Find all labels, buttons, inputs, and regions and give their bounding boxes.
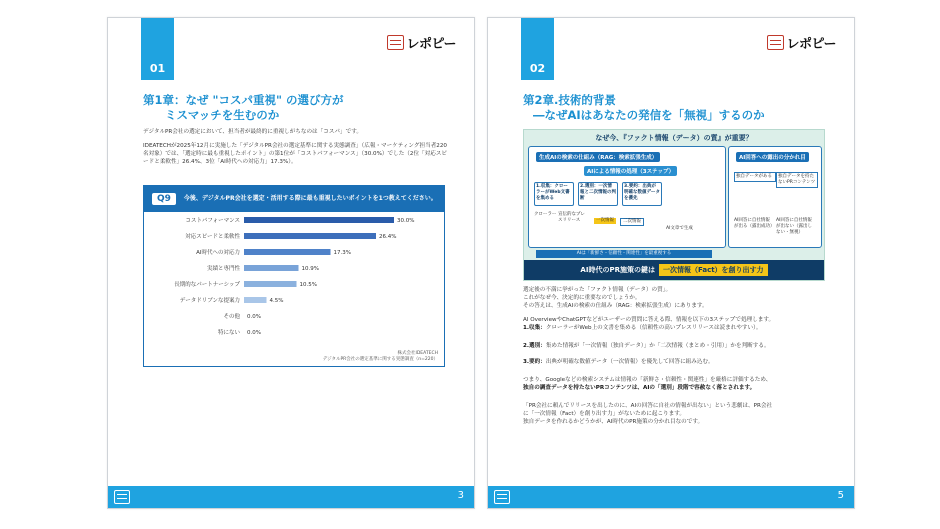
body-emphasis: 独自の調査データを持たないPRコンテンツは、AIの「選別」段階で容赦なく落とされます。: [523, 385, 756, 391]
question-text: 今後、デジタルPR会社を選定・活用する際に最も重視したいポイントを1つ教えてください。: [183, 195, 437, 202]
body-line: 選定後の不満に挙がった「ファクト情報（データ）の質」。: [523, 287, 672, 293]
survey-source: [323, 351, 438, 363]
brand-logo: [387, 33, 456, 52]
page-footer: [488, 486, 854, 508]
body-line: これがなぜ今、決定的に重要なのでしょうか。: [523, 295, 641, 301]
no-data-label: 独自データを持たないPRコンテンツ: [776, 172, 818, 188]
source-company: 株式会社IDEATECH: [397, 351, 438, 356]
category-label: AI時代への対応力: [196, 250, 240, 256]
logo-icon: [387, 35, 404, 50]
step-text: 集めた情報が「一次情報（独自データ）」か「二次情報（まとめ・引用）」かを判断する。: [545, 343, 770, 349]
value-label: 0.0%: [247, 330, 261, 336]
logo-text: レポピー: [406, 37, 456, 52]
ai-sentence-label: AI文章で生成: [666, 226, 693, 231]
press-label: 宣伝的なプレスリリース: [558, 212, 585, 223]
document-page-5: [487, 17, 855, 509]
page-number: 3: [457, 490, 464, 501]
body-paragraph-4: [523, 358, 832, 366]
secondary-info-label: 二次情報: [620, 218, 644, 226]
body-paragraph-2: [523, 316, 832, 332]
body-paragraph-5: [523, 376, 832, 392]
banner-highlight: 一次情報（Fact）を創り出す力: [659, 264, 768, 276]
cited-label: AI回答に自社情報が出る（露出成功）: [734, 218, 775, 229]
logo-icon: [767, 35, 784, 50]
bar: [244, 265, 299, 271]
body-line: AI OverviewやChatGPTなどがユーザーの質問に答える際、情報を以下の3ステップで処理します。: [523, 317, 775, 323]
value-label: 10.9%: [301, 266, 319, 272]
category-label: 特にない: [217, 330, 240, 336]
section-number: 01: [149, 62, 166, 75]
step-collect: 1.収集：クローラーがWeb文書を集める: [534, 182, 574, 206]
bar: [244, 249, 331, 255]
rag-infographic: [523, 129, 825, 281]
body-paragraph-6: [523, 402, 832, 426]
body-paragraph-3: [523, 342, 832, 350]
survey-bar-chart: [144, 212, 444, 342]
primary-info-label: 一次情報: [596, 218, 614, 223]
step-label: 3.要約：: [523, 359, 546, 365]
category-label: その他: [223, 314, 240, 320]
chapter-title-line2: ―なぜAIはあなたの発信を「無視」するのか: [533, 108, 765, 122]
value-label: 26.4%: [379, 234, 397, 240]
infographic-banner: [524, 260, 824, 280]
chapter-title: [143, 93, 344, 123]
step-label: 2.選別：: [523, 343, 546, 349]
value-label: 0.0%: [247, 314, 261, 320]
chapter-title-line1: 第2章.技術的背景: [523, 93, 616, 107]
question-badge: Q9: [152, 193, 176, 205]
body-line: に「一次情報（Fact）を創り出す力」がないために起こります。: [523, 411, 685, 417]
process-label: AIによる情報の処理（3ステップ）: [584, 166, 677, 176]
page-number: 5: [837, 490, 844, 501]
not-cited-label: AI回答に自社情報が出ない（露出しない・無視）: [776, 218, 812, 235]
step-text: 出典が明確な数値データ（一次情報）を優先して回答に組み込む。: [545, 359, 714, 365]
category-label: 対応スピードと柔軟性: [185, 234, 240, 240]
category-label: コストパフォーマンス: [185, 218, 240, 224]
page-footer: [108, 486, 474, 508]
document-page-3: [107, 17, 475, 509]
category-label: 実績と専門性: [206, 266, 240, 272]
chapter-title-line2: ミスマッチを生むのか: [165, 108, 280, 122]
split-label: AI回答への露出の分かれ目: [736, 152, 809, 162]
section-tab: [521, 18, 554, 80]
chapter-title: [523, 93, 765, 123]
body-line: その答えは、生成AIの検索の仕組み（RAG：検索拡張生成）にあります。: [523, 303, 708, 309]
step-select: 2.選別：一次情報と二次情報の判断: [578, 182, 618, 206]
rag-label: 生成AIの検索の仕組み（RAG：検索拡張生成）: [536, 152, 660, 162]
bar: [244, 281, 297, 287]
body-line: 「PR会社に頼んでリリースを出したのに、AIの回答に自社の情報が出ない」という悲劇は、PR会社: [523, 403, 773, 409]
value-label: 4.5%: [269, 298, 284, 304]
category-label: データドリブンな提案力: [179, 298, 240, 304]
body-line: つまり、Googleなどの検索システムは情報の「新鮮さ・信頼性・関連性」を厳格に評価するため、: [523, 377, 772, 383]
value-label: 17.3%: [333, 250, 351, 256]
evaluation-bar: AIは「新鮮さ・信頼性・関連性」を最重視する: [536, 250, 712, 258]
has-data-label: 独自データがある: [734, 172, 776, 182]
bar: [244, 297, 267, 303]
bar: [244, 217, 394, 223]
source-title: デジタルPR会社の選定基準に関する実態調査（n=220）: [322, 357, 438, 362]
logo-text: レポピー: [786, 37, 836, 52]
banner-lead: AI時代のPR施策の鍵は: [580, 266, 655, 274]
section-tab: [141, 18, 174, 80]
footer-logo-icon: [114, 490, 130, 504]
brand-logo: [767, 33, 836, 52]
step-summarize: 3.要約：出典が明確な数値データを優先: [622, 182, 662, 206]
category-label: 長期的なパートナーシップ: [174, 282, 240, 288]
intro-paragraph: デジタルPR会社の選定において、担当者が最終的に重視しがちなのは「コスパ」です。: [143, 129, 362, 135]
value-label: 30.0%: [397, 218, 415, 224]
step-label: 1.収集：: [523, 325, 546, 331]
survey-chart-card: [143, 185, 445, 367]
body-paragraph-1: [523, 286, 832, 310]
footer-logo-icon: [494, 490, 510, 504]
step-text: クローラーがWeb上の文書を集める（信頼性の高いプレスリリースは読まれやすい）。: [545, 325, 762, 331]
bar: [244, 233, 376, 239]
survey-paragraph: IDEATECHが2025年12月に実施した「デジタルPR会社の選定基準に関する実態調査」（広報・マーケティング担当者220名対象）では、「選定時に最も重視したポイント」の第1位が「コストパフォーマンス」（30.0%）でした（2位「対応スピードと柔軟性」26.4%、3位「AI時代への対応力」17.3%）。: [143, 143, 448, 165]
body-line: 独自データを作れるかどうかが、AI時代のPR施策の分かれ目なのです。: [523, 419, 704, 425]
survey-header: [144, 186, 444, 212]
section-number: 02: [529, 62, 546, 75]
chapter-title-line1: 第1章：なぜ "コスパ重視" の選び方が: [143, 93, 344, 107]
value-label: 10.5%: [299, 282, 317, 288]
infographic-title: なぜ今、『ファクト情報（データ）の質』が重要？: [595, 134, 753, 142]
crawler-label: クローラー: [534, 212, 557, 217]
